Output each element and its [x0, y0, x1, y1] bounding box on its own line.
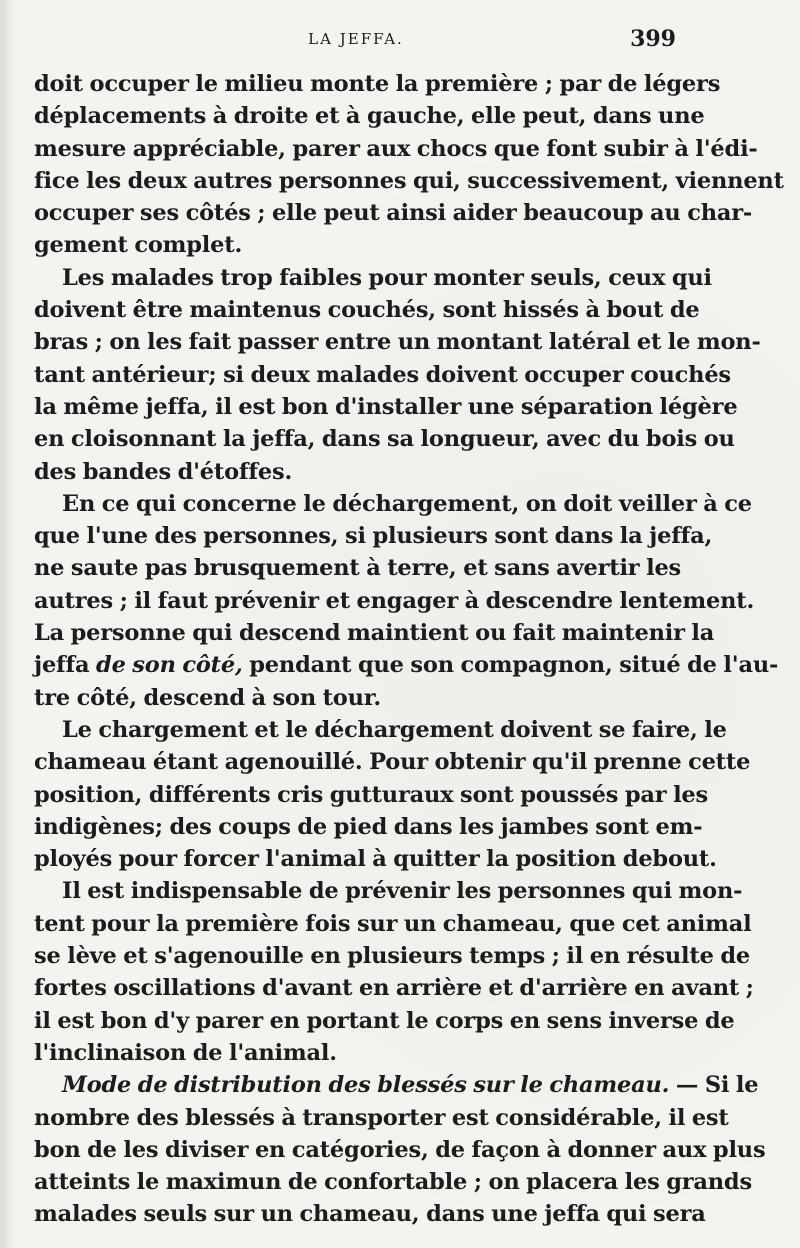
line-italic-text: Mode de distribution des blessés sur le chameau.: [62, 1072, 670, 1099]
line-text: tant antérieur; si deux malades doivent occuper couchés: [34, 361, 731, 388]
line-text: position, différents cris gutturaux sont poussés par les: [34, 781, 709, 808]
line-text: ployés pour forcer l'animal à quitter la position debout.: [34, 846, 717, 873]
line-text: que l'une des personnes, si plusieurs sont dans la jeffa,: [34, 523, 713, 550]
text-line: [34, 1134, 766, 1166]
line-text: mesure appréciable, parer aux chocs que font subir à l'édi-: [34, 135, 758, 162]
text-line: [34, 682, 674, 714]
text-line: [34, 423, 735, 455]
text-line: [34, 1166, 752, 1198]
text-line: [34, 746, 751, 778]
line-text: atteints le maximun de confortable ; on placera les grands: [34, 1169, 752, 1196]
text-line: [34, 294, 700, 326]
text-line: [34, 520, 713, 552]
line-text: la même jeffa, il est bon d'installer une séparation légère: [34, 393, 738, 420]
line-text: doivent être maintenus couchés, sont hissés à bout de: [34, 297, 700, 324]
line-text: tent pour la première fois sur un chameau, que cet animal: [34, 910, 752, 937]
text-line: [34, 68, 721, 100]
line-text-after: — Si le: [669, 1072, 759, 1099]
line-text: nombre des blessés à transporter est considérable, il est: [34, 1104, 729, 1131]
line-text: occuper ses côtés ; elle peut ainsi aider beaucoup au char-: [34, 200, 753, 227]
text-line: [34, 1198, 706, 1230]
body-text: [34, 68, 784, 1231]
line-text: bon de les diviser en catégories, de façon à donner aux plus: [34, 1136, 766, 1163]
text-line: [34, 262, 712, 294]
line-text: indigènes; des coups de pied dans les jambes sont em-: [34, 813, 703, 840]
text-line: [34, 391, 738, 423]
line-text: tre côté, descend à son tour.: [34, 684, 381, 711]
line-text: en cloisonnant la jeffa, dans sa longueur, avec du bois ou: [34, 426, 735, 453]
line-text: Le chargement et le déchargement doivent se faire, le: [62, 716, 727, 743]
line-text: Il est indispensable de prévenir les personnes qui mon-: [62, 878, 743, 905]
text-line: [34, 100, 705, 132]
line-text: En ce qui concerne le déchargement, on doit veiller à ce: [62, 490, 752, 517]
text-line: [34, 488, 752, 520]
text-line: [34, 617, 715, 649]
line-text: il est bon d'y parer en portant le corps en sens inverse de: [34, 1007, 735, 1034]
line-text: doit occuper le milieu monte la première ; par de légers: [34, 71, 721, 97]
line-text: déplacements à droite et à gauche, elle peut, dans une: [34, 103, 705, 130]
text-line: [34, 197, 753, 229]
text-line: [34, 165, 784, 197]
text-line: [34, 972, 754, 1004]
text-line: [34, 585, 755, 617]
line-text: se lève et s'agenouille en plusieurs temps ; il en résulte de: [34, 943, 750, 970]
line-italic-text: de son côté,: [96, 652, 243, 679]
line-text: La personne qui descend maintient ou fait maintenir la: [34, 620, 715, 647]
line-text: chameau étant agenouillé. Pour obtenir qu'il prenne cette: [34, 749, 751, 776]
page-number: 399: [630, 26, 676, 52]
line-text: malades seuls sur un chameau, dans une jeffa qui sera: [34, 1201, 706, 1228]
running-head: [36, 24, 676, 54]
line-text: jeffa: [34, 652, 97, 679]
text-line: [34, 649, 779, 681]
text-line: [34, 908, 752, 940]
running-title: LA JEFFA.: [308, 30, 404, 48]
text-line: [34, 1102, 729, 1134]
line-text: ne saute pas brusquement à terre, et sans avertir les: [34, 555, 682, 582]
line-text: Les malades trop faibles pour monter seuls, ceux qui: [62, 264, 712, 291]
text-line: [34, 875, 743, 907]
text-line: [34, 1037, 674, 1069]
line-text: l'inclinaison de l'animal.: [34, 1039, 337, 1066]
text-line: [34, 326, 761, 358]
line-text: fortes oscillations d'avant en arrière et d'arrière en avant ;: [34, 975, 754, 1002]
line-text: fice les deux autres personnes qui, successivement, viennent: [34, 167, 784, 194]
text-line: [34, 940, 750, 972]
line-text: bras ; on les fait passer entre un montant latéral et le mon-: [34, 329, 761, 356]
text-line: [34, 779, 709, 811]
page-edge-shadow: [0, 0, 14, 1248]
line-text: autres ; il faut prévenir et engager à descendre lentement.: [34, 587, 755, 614]
text-line: [34, 133, 758, 165]
line-text: gement complet.: [34, 232, 243, 259]
line-text: des bandes d'étoffes.: [34, 458, 293, 485]
text-line: [34, 714, 727, 746]
text-line: [34, 1005, 735, 1037]
text-line: [34, 811, 703, 843]
text-line: [34, 552, 682, 584]
text-line: [34, 843, 717, 875]
line-text-after: pendant que son compagnon, situé de l'au-: [242, 652, 779, 679]
text-line: [34, 359, 731, 391]
text-line: [34, 1069, 759, 1101]
text-line: [34, 229, 674, 261]
text-line: [34, 456, 674, 488]
